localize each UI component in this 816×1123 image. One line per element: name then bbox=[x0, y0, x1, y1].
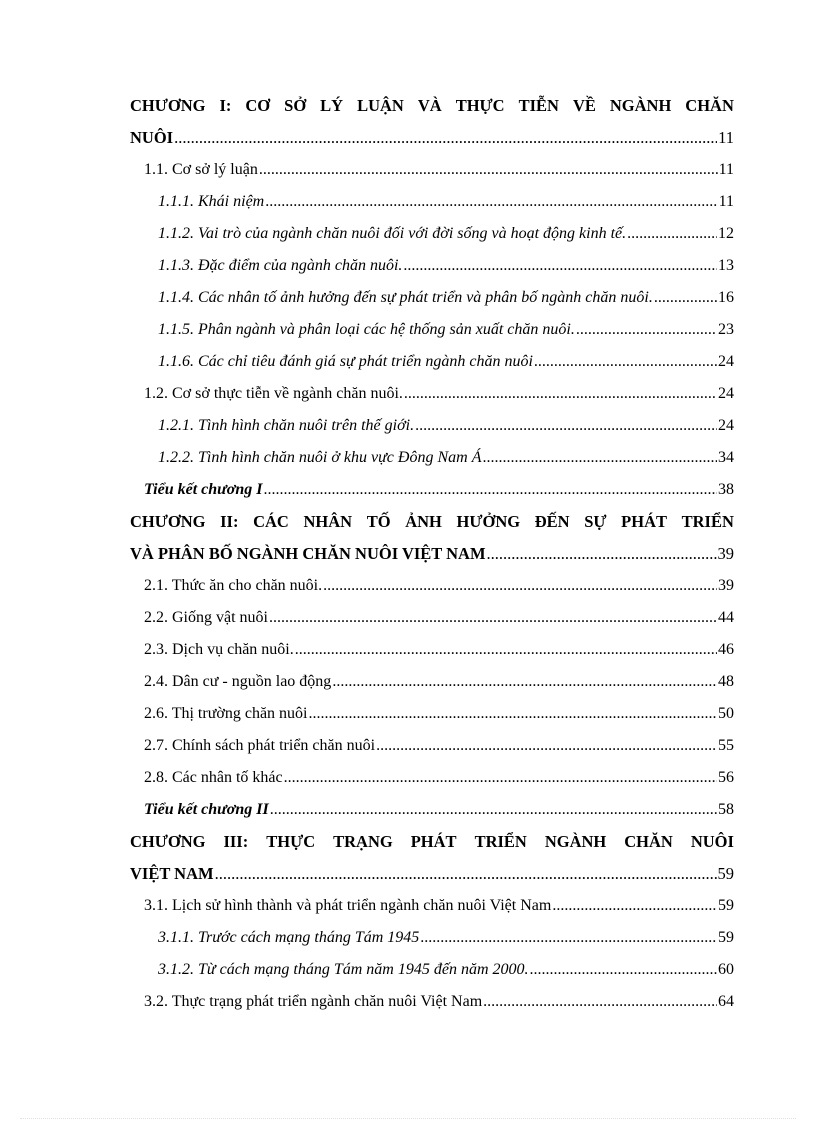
table-of-contents bbox=[130, 90, 734, 1018]
toc-leader-dots bbox=[534, 346, 717, 378]
toc-subsection-entry[interactable] bbox=[130, 250, 734, 282]
toc-entry-title: 3.1.2. Từ cách mạng tháng Tám năm 1945 đến năm 2000. bbox=[158, 961, 529, 978]
toc-leader-dots bbox=[284, 762, 717, 794]
chapter-heading-line[interactable] bbox=[130, 506, 734, 538]
toc-chapter-entry[interactable] bbox=[130, 858, 734, 890]
toc-section-entry[interactable] bbox=[130, 986, 734, 1018]
toc-leader-dots bbox=[265, 186, 717, 218]
toc-subsection-entry[interactable] bbox=[130, 346, 734, 378]
toc-section-entry[interactable] bbox=[130, 570, 734, 602]
toc-page-number: 59 bbox=[718, 929, 734, 946]
toc-section-entry[interactable] bbox=[130, 730, 734, 762]
toc-page-number: 64 bbox=[718, 993, 734, 1010]
toc-entry-title: 2.7. Chính sách phát triển chăn nuôi bbox=[144, 737, 376, 754]
toc-summary-entry[interactable] bbox=[130, 474, 734, 506]
toc-page-number: 55 bbox=[718, 737, 734, 754]
toc-leader-dots bbox=[323, 570, 717, 602]
chapter-heading-word: CHĂN bbox=[685, 96, 734, 115]
chapter-heading-word: CƠ bbox=[245, 96, 271, 115]
toc-page-number: 11 bbox=[718, 161, 734, 178]
toc-page-number: 13 bbox=[718, 257, 734, 274]
toc-page-number: 24 bbox=[718, 417, 734, 434]
toc-leader-dots bbox=[627, 218, 717, 250]
toc-page-number: 24 bbox=[718, 385, 734, 402]
toc-entry-title: 1.2.2. Tình hình chăn nuôi ở khu vực Đông Nam Á bbox=[158, 449, 482, 466]
toc-subsection-entry[interactable] bbox=[130, 282, 734, 314]
toc-entry-title: 3.1. Lịch sử hình thành và phát triển ngành chăn nuôi Việt Nam bbox=[144, 897, 552, 914]
toc-entry-title: 1.1.2. Vai trò của ngành chăn nuôi đối với đời sống và hoạt động kinh tế. bbox=[158, 225, 627, 242]
toc-entry-title: 3.1.1. Trước cách mạng tháng Tám 1945 bbox=[158, 929, 420, 946]
chapter-heading-word: SỰ bbox=[584, 512, 607, 531]
toc-page-number: 58 bbox=[718, 801, 734, 818]
toc-section-entry[interactable] bbox=[130, 378, 734, 410]
toc-leader-dots bbox=[270, 794, 717, 826]
chapter-heading-word: VÀ bbox=[417, 96, 442, 115]
toc-chapter-entry[interactable] bbox=[130, 538, 734, 570]
chapter-heading-word: TIỄN bbox=[518, 96, 559, 115]
chapter-heading-word: NUÔI bbox=[690, 832, 734, 851]
toc-leader-dots bbox=[482, 442, 717, 474]
chapter-heading-line[interactable] bbox=[130, 826, 734, 858]
toc-section-entry[interactable] bbox=[130, 890, 734, 922]
toc-page-number: 38 bbox=[718, 481, 734, 498]
chapter-heading-word: VỀ bbox=[572, 96, 596, 115]
toc-entry-title: 1.1.4. Các nhân tố ảnh hưởng đến sự phát triển và phân bố ngành chăn nuôi. bbox=[158, 289, 653, 306]
toc-entry-title: Tiểu kết chương II bbox=[144, 801, 269, 818]
toc-leader-dots bbox=[376, 730, 717, 762]
toc-section-entry[interactable] bbox=[130, 154, 734, 186]
toc-leader-dots bbox=[483, 986, 717, 1018]
toc-page-number: 48 bbox=[718, 673, 734, 690]
page-bottom-divider bbox=[20, 1118, 796, 1119]
toc-entry-title: 2.6. Thị trường chăn nuôi bbox=[144, 705, 308, 722]
toc-entry-title: Tiểu kết chương I bbox=[144, 481, 263, 498]
chapter-heading-word: NHÂN bbox=[303, 512, 353, 531]
toc-entry-title: 2.2. Giống vật nuôi bbox=[144, 609, 268, 626]
toc-leader-dots bbox=[552, 890, 717, 922]
toc-page-number: 12 bbox=[718, 225, 734, 242]
toc-page-number: 60 bbox=[718, 961, 734, 978]
chapter-heading-word: LÝ bbox=[320, 96, 344, 115]
toc-leader-dots bbox=[263, 474, 717, 506]
chapter-heading-word: PHÁT bbox=[621, 512, 667, 531]
chapter-heading-word: ĐẾN bbox=[534, 512, 570, 531]
toc-leader-dots bbox=[308, 698, 717, 730]
toc-chapter-entry[interactable] bbox=[130, 122, 734, 154]
chapter-heading-word: PHÁT bbox=[410, 832, 457, 851]
toc-page-number: 24 bbox=[718, 353, 734, 370]
chapter-heading-word: TRẠNG bbox=[333, 832, 393, 851]
toc-subsection-entry[interactable] bbox=[130, 954, 734, 986]
chapter-heading-word: NGÀNH bbox=[544, 832, 607, 851]
toc-entry-title: 1.1.3. Đặc điểm của ngành chăn nuôi. bbox=[158, 257, 403, 274]
toc-section-entry[interactable] bbox=[130, 698, 734, 730]
chapter-heading-word: I: bbox=[219, 96, 232, 115]
chapter-heading-word: CHƯƠNG bbox=[130, 96, 206, 115]
chapter-heading-word: ẢNH bbox=[405, 512, 442, 531]
chapter-heading-word: LUẬN bbox=[357, 96, 404, 115]
toc-leader-dots bbox=[420, 922, 717, 954]
toc-subsection-entry[interactable] bbox=[130, 314, 734, 346]
chapter-heading-word: III: bbox=[223, 832, 249, 851]
chapter-heading-word: TỐ bbox=[366, 512, 391, 531]
toc-page-number: 11 bbox=[718, 128, 734, 147]
chapter-heading-word: II: bbox=[220, 512, 239, 531]
toc-page-number: 11 bbox=[718, 193, 734, 210]
toc-subsection-entry[interactable] bbox=[130, 218, 734, 250]
toc-leader-dots bbox=[295, 634, 717, 666]
toc-entry-title: VÀ PHÂN BỐ NGÀNH CHĂN NUÔI VIỆT NAM bbox=[130, 544, 486, 563]
toc-subsection-entry[interactable] bbox=[130, 186, 734, 218]
toc-entry-title: 2.8. Các nhân tố khác bbox=[144, 769, 283, 786]
toc-leader-dots bbox=[487, 538, 717, 570]
chapter-heading-word: CHƯƠNG bbox=[130, 832, 206, 851]
chapter-heading-word: HƯỞNG bbox=[456, 512, 521, 531]
toc-entry-title: 3.2. Thực trạng phát triển ngành chăn nuôi Việt Nam bbox=[144, 993, 483, 1010]
toc-leader-dots bbox=[576, 314, 717, 346]
toc-entry-title: 1.1.1. Khái niệm bbox=[158, 193, 265, 210]
toc-page-number: 39 bbox=[717, 544, 734, 563]
toc-page-number: 46 bbox=[718, 641, 734, 658]
chapter-heading-word: NGÀNH bbox=[609, 96, 672, 115]
toc-summary-entry[interactable] bbox=[130, 794, 734, 826]
chapter-heading-word: TRIỂN bbox=[474, 832, 527, 851]
chapter-heading-word: THỰC bbox=[455, 96, 505, 115]
chapter-heading-word: THỰC bbox=[266, 832, 316, 851]
toc-section-entry[interactable] bbox=[130, 602, 734, 634]
toc-entry-title: VIỆT NAM bbox=[130, 864, 214, 883]
chapter-heading-word: CÁC bbox=[253, 512, 289, 531]
toc-leader-dots bbox=[332, 666, 717, 698]
toc-leader-dots bbox=[269, 602, 717, 634]
toc-page-number: 50 bbox=[718, 705, 734, 722]
chapter-heading-word: TRIỂN bbox=[681, 512, 734, 531]
chapter-heading-word: CHĂN bbox=[624, 832, 673, 851]
toc-leader-dots bbox=[259, 154, 718, 186]
toc-entry-title: 2.1. Thức ăn cho chăn nuôi. bbox=[144, 577, 323, 594]
toc-page-number: 34 bbox=[718, 449, 734, 466]
toc-page-number: 23 bbox=[718, 321, 734, 338]
toc-subsection-entry[interactable] bbox=[130, 442, 734, 474]
toc-subsection-entry[interactable] bbox=[130, 922, 734, 954]
toc-page-number: 59 bbox=[717, 864, 734, 883]
toc-leader-dots bbox=[415, 410, 717, 442]
toc-section-entry[interactable] bbox=[130, 762, 734, 794]
toc-entry-title: 1.1.6. Các chỉ tiêu đánh giá sự phát triển ngành chăn nuôi bbox=[158, 353, 533, 370]
toc-entry-title: 2.4. Dân cư - nguồn lao động bbox=[144, 673, 332, 690]
toc-page-number: 16 bbox=[718, 289, 734, 306]
toc-entry-title: 1.2.1. Tình hình chăn nuôi trên thế giới. bbox=[158, 417, 415, 434]
toc-leader-dots bbox=[215, 858, 717, 890]
toc-leader-dots bbox=[174, 122, 717, 154]
toc-leader-dots bbox=[530, 954, 718, 986]
chapter-heading-word: SỞ bbox=[284, 96, 307, 115]
toc-page-number: 39 bbox=[718, 577, 734, 594]
chapter-heading-word: CHƯƠNG bbox=[130, 512, 206, 531]
toc-subsection-entry[interactable] bbox=[130, 410, 734, 442]
toc-leader-dots bbox=[404, 378, 717, 410]
toc-entry-title: 1.2. Cơ sở thực tiễn về ngành chăn nuôi. bbox=[144, 385, 403, 402]
toc-leader-dots bbox=[654, 282, 717, 314]
toc-page-number: 56 bbox=[718, 769, 734, 786]
toc-section-entry[interactable] bbox=[130, 634, 734, 666]
toc-page-number: 59 bbox=[718, 897, 734, 914]
toc-entry-title: 2.3. Dịch vụ chăn nuôi. bbox=[144, 641, 294, 658]
toc-entry-title: 1.1.5. Phân ngành và phân loại các hệ thống sản xuất chăn nuôi. bbox=[158, 321, 575, 338]
toc-entry-title: NUÔI bbox=[130, 128, 174, 147]
toc-entry-title: 1.1. Cơ sở lý luận bbox=[144, 161, 258, 178]
toc-section-entry[interactable] bbox=[130, 666, 734, 698]
toc-page-number: 44 bbox=[718, 609, 734, 626]
toc-leader-dots bbox=[403, 250, 717, 282]
chapter-heading-line[interactable] bbox=[130, 90, 734, 122]
